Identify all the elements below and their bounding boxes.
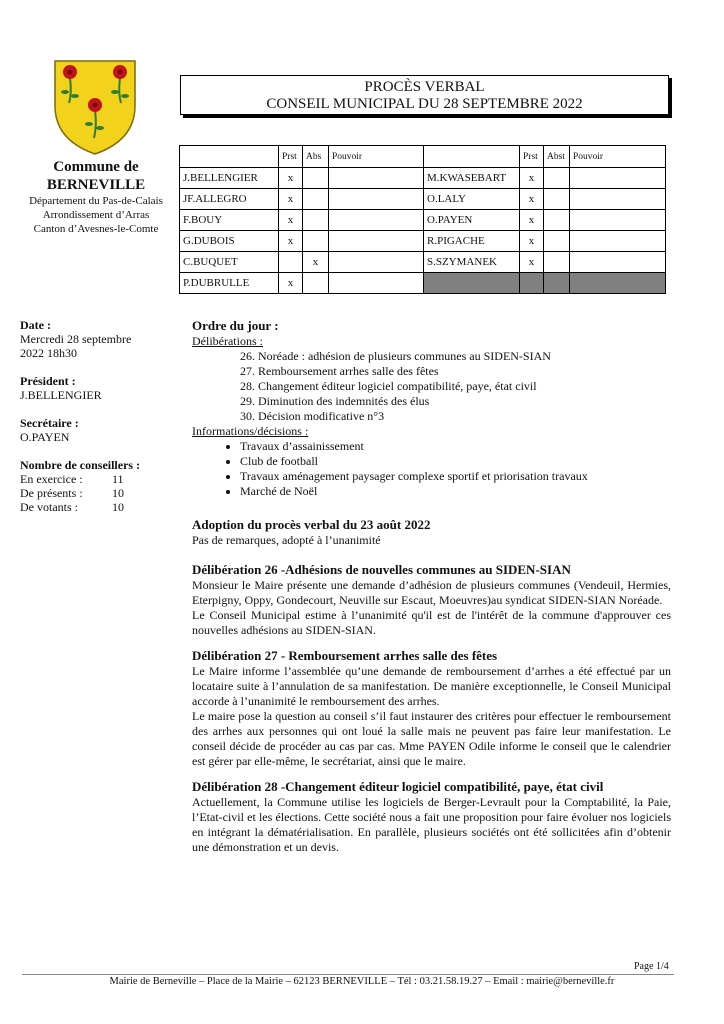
deliberations-list xyxy=(192,349,671,424)
proxy-cell xyxy=(570,231,666,252)
header-pouvoir-right: Pouvoir xyxy=(570,146,666,168)
president-value: J.BELLENGIER xyxy=(20,388,102,402)
proxy-cell xyxy=(570,168,666,189)
member-name: S.SZYMANEK xyxy=(424,252,520,273)
attendance-row xyxy=(180,273,666,294)
commune-info xyxy=(12,158,180,236)
commune-line-1: Commune de xyxy=(53,159,139,175)
member-name: G.DUBOIS xyxy=(180,231,279,252)
count-row xyxy=(20,500,185,514)
footer-address: Mairie de Berneville – Place de la Mairie – 62123 BERNEVILLE – Tél : 03.21.58.19.27 – Email : mairie@berneville.fr xyxy=(109,976,615,987)
commune-department: Département du Pas-de-Calais xyxy=(29,195,163,207)
section-deliberation-27 xyxy=(192,648,671,769)
section-deliberation-28 xyxy=(192,779,671,855)
informations-list xyxy=(192,439,671,499)
proxy-cell xyxy=(570,252,666,273)
member-name: F.BOUY xyxy=(180,210,279,231)
list-item: 26. Noréade : adhésion de plusieurs communes au SIDEN-SIAN xyxy=(240,349,551,363)
attendance-table xyxy=(179,145,666,294)
empty-cell xyxy=(544,273,570,294)
present-mark: x xyxy=(520,231,544,252)
section-paragraph: Monsieur le Maire présente une demande d’adhésion de plusieurs communes (Vendeuil, Hermies, Eterpigny, Oppy, Gondecourt, Neuville sur Escaut, Moeuvres)au syndicat SIDEN-SIAN Noréade. xyxy=(192,578,671,607)
section-paragraph: Le Maire informe l’assemblée qu’une demande de remboursement d’arrhes a été effectué par un locataire suite à l’annulation de sa manifestation. De manière exceptionnelle, le Conseil Municipal accorde à l’unanimité le remboursement des arrhes. xyxy=(192,664,671,708)
absent-mark xyxy=(303,273,329,294)
attendance-header-row xyxy=(180,146,666,168)
present-mark xyxy=(279,252,303,273)
member-name: O.PAYEN xyxy=(424,210,520,231)
title-line-1: PROCÈS VERBAL xyxy=(364,79,485,95)
deliberations-label: Délibérations : xyxy=(192,334,263,348)
header-prst-left: Prst xyxy=(279,146,303,168)
header-pouvoir-left: Pouvoir xyxy=(329,146,424,168)
list-item: 27. Remboursement arrhes salle des fêtes xyxy=(240,364,439,378)
proxy-cell xyxy=(329,210,424,231)
list-item: 29. Diminution des indemnités des élus xyxy=(240,394,430,408)
present-mark: x xyxy=(279,231,303,252)
date-label: Date : xyxy=(20,318,51,332)
attendance-row xyxy=(180,231,666,252)
member-name: C.BUQUET xyxy=(180,252,279,273)
present-mark: x xyxy=(520,189,544,210)
header-empty-left xyxy=(180,146,279,168)
absent-mark: x xyxy=(303,252,329,273)
header-abs-left: Abs xyxy=(303,146,329,168)
header-empty-right xyxy=(424,146,520,168)
member-name: R.PIGACHE xyxy=(424,231,520,252)
attendance-row xyxy=(180,210,666,231)
absent-mark xyxy=(303,189,329,210)
count-row xyxy=(20,472,185,486)
absent-mark xyxy=(544,210,570,231)
proxy-cell xyxy=(329,273,424,294)
section-title: Délibération 28 -Changement éditeur logiciel compatibilité, paye, état civil xyxy=(192,779,604,794)
member-name: J.BELLENGIER xyxy=(180,168,279,189)
count-value: 11 xyxy=(112,472,124,486)
list-item: 28. Changement éditeur logiciel compatibilité, paye, état civil xyxy=(240,379,537,393)
secretaire-label: Secrétaire : xyxy=(20,416,79,430)
absent-mark xyxy=(303,231,329,252)
commune-canton: Canton d’Avesnes-le-Comte xyxy=(33,223,159,235)
count-value: 10 xyxy=(112,486,124,500)
section-paragraph: Le maire pose la question au conseil s’il faut instaurer des critères pour effectuer le remboursement des arrhes aux personnes qui ont loué la salle mais ne peuvent pas faire leur manifestation. Le conseil décide de procéder au cas par cas. Mme PAYEN Odile informe le conseil que le calendrier est gérer par elle-même, le secrétariat, ainsi que le maire. xyxy=(192,709,671,768)
proxy-cell xyxy=(329,168,424,189)
counts-label: Nombre de conseillers : xyxy=(20,458,141,472)
agenda-title: Ordre du jour : xyxy=(192,318,279,333)
proxy-cell xyxy=(329,252,424,273)
member-name: M.KWASEBART xyxy=(424,168,520,189)
list-item: • Club de football xyxy=(240,454,671,469)
absent-mark xyxy=(544,168,570,189)
section-adoption xyxy=(192,517,671,548)
section-title: Délibération 26 -Adhésions de nouvelles communes au SIDEN-SIAN xyxy=(192,562,571,577)
list-item: • Travaux aménagement paysager complexe sportif et priorisation travaux xyxy=(240,469,671,484)
present-mark: x xyxy=(279,210,303,231)
member-name: JF.ALLEGRO xyxy=(180,189,279,210)
attendance-row xyxy=(180,189,666,210)
minutes-body xyxy=(192,318,671,855)
president-label: Président : xyxy=(20,374,76,388)
title-line-2: CONSEIL MUNICIPAL DU 28 SEPTEMBRE 2022 xyxy=(266,96,583,112)
present-mark: x xyxy=(520,252,544,273)
absent-mark xyxy=(544,252,570,273)
present-mark: x xyxy=(279,273,303,294)
proxy-cell xyxy=(570,189,666,210)
absent-mark xyxy=(544,189,570,210)
header-abst-right: Abst xyxy=(544,146,570,168)
attendance-row xyxy=(180,168,666,189)
list-item: • Travaux d’assainissement xyxy=(240,439,671,454)
absent-mark xyxy=(303,210,329,231)
absent-mark xyxy=(544,231,570,252)
count-key: De votants : xyxy=(20,500,78,514)
proxy-cell xyxy=(329,189,424,210)
section-title: Adoption du procès verbal du 23 août 2022 xyxy=(192,517,431,532)
header-prst-right: Prst xyxy=(520,146,544,168)
absent-mark xyxy=(303,168,329,189)
member-name: P.DUBRULLE xyxy=(180,273,279,294)
count-value: 10 xyxy=(112,500,124,514)
present-mark: x xyxy=(279,189,303,210)
commune-name: BERNEVILLE xyxy=(46,177,146,193)
empty-cell xyxy=(570,273,666,294)
section-paragraph: Actuellement, la Commune utilise les logiciels de Berger-Levrault pour la Comptabilité, la Paie, l’Etat-civil et les élections. Cette société nous a fait une proposition pour faire évoluer nos logiciels en intégrant la dématérialisation. En parallèle, plusieurs sociétés ont été sollicitées afin d’obtenir une démonstration et un devis. xyxy=(192,795,671,854)
section-title: Délibération 27 - Remboursement arrhes salle des fêtes xyxy=(192,648,498,663)
secretaire-value: O.PAYEN xyxy=(20,430,70,444)
section-paragraph: Le Conseil Municipal estime à l’unanimité qu'il est de l'intérêt de la commune d'approuver ces nouvelles adhésions au SIDEN-SIAN. xyxy=(192,608,671,637)
date-value-line-1: Mercredi 28 septembre xyxy=(20,332,132,346)
footer-divider xyxy=(22,974,674,975)
commune-arrondissement: Arrondissement d’Arras xyxy=(42,209,150,221)
section-deliberation-26 xyxy=(192,562,671,638)
attendance-row xyxy=(180,252,666,273)
date-value-line-2: 2022 18h30 xyxy=(20,346,77,360)
count-key: En exercice : xyxy=(20,472,83,486)
list-item: 30. Décision modificative n°3 xyxy=(240,409,385,423)
meeting-info-sidebar xyxy=(20,318,185,514)
present-mark: x xyxy=(520,168,544,189)
coat-of-arms-icon xyxy=(52,58,138,156)
page-number: Page 1/4 xyxy=(634,961,669,972)
count-row xyxy=(20,486,185,500)
informations-label: Informations/décisions : xyxy=(192,424,309,438)
count-key: De présents : xyxy=(20,486,83,500)
proxy-cell xyxy=(570,210,666,231)
proxy-cell xyxy=(329,231,424,252)
present-mark: x xyxy=(279,168,303,189)
list-item: • Marché de Noël xyxy=(240,484,671,499)
empty-cell xyxy=(424,273,520,294)
empty-cell xyxy=(520,273,544,294)
member-name: O.LALY xyxy=(424,189,520,210)
title-box xyxy=(180,75,669,115)
present-mark: x xyxy=(520,210,544,231)
section-paragraph: Pas de remarques, adopté à l’unanimité xyxy=(192,533,381,547)
